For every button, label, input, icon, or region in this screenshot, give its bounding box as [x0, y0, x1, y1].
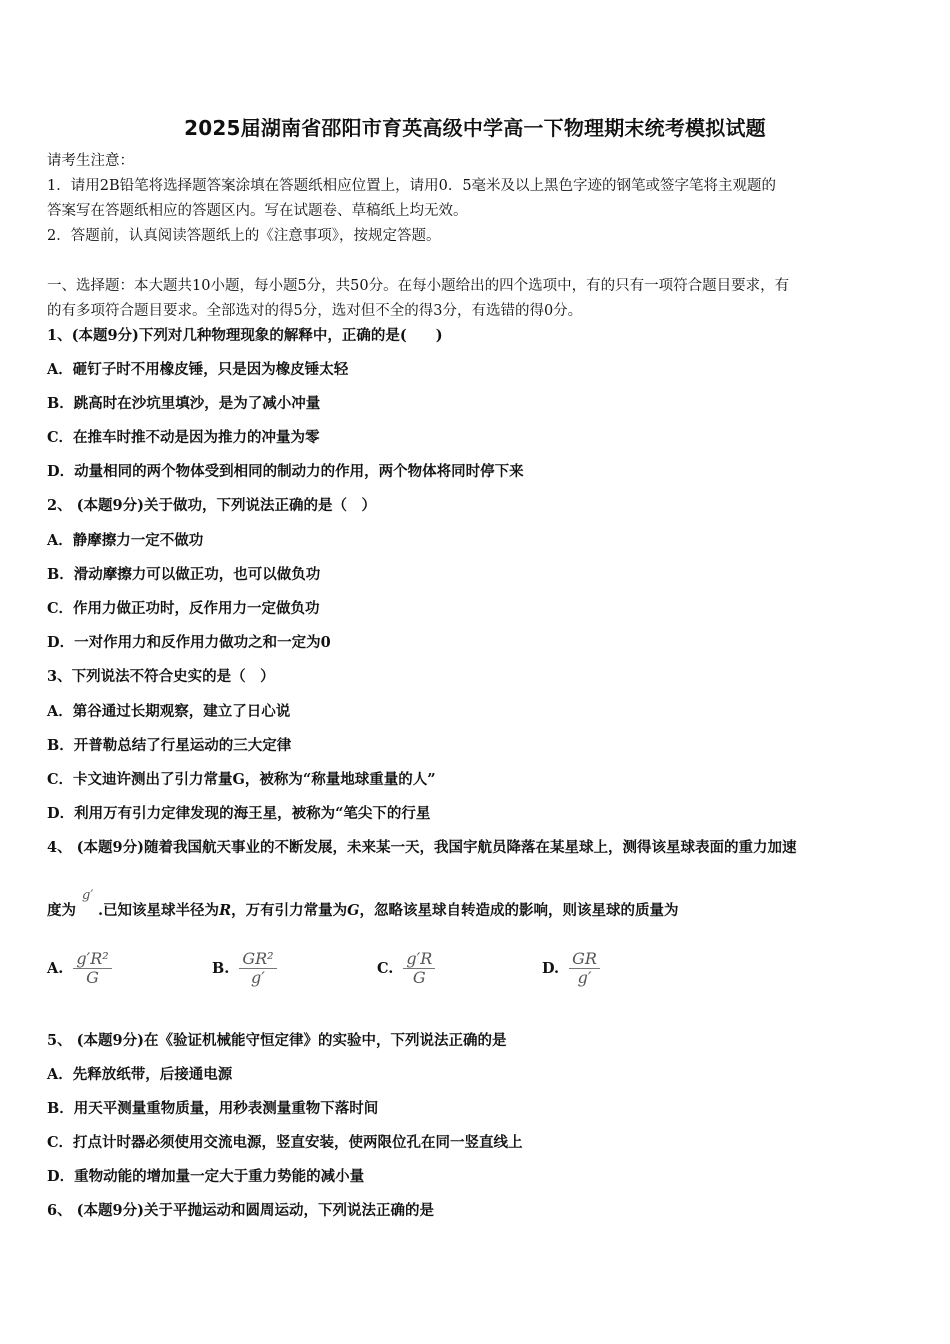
fraction: [73, 950, 111, 987]
section-intro-line-2: 的有多项符合题目要求。全部选对的得5分，选对但不全的得3分，有选错的得0分。: [47, 303, 583, 319]
q4-text-d: ，忽略该星球自转造成的影响，则该星球的质量为: [359, 902, 679, 919]
option-label: A.: [47, 960, 64, 977]
question-1-stem: 1、(本题9分)下列对几种物理现象的解释中，正确的是( ): [47, 327, 443, 344]
option-label: D.: [542, 960, 560, 977]
question-5-stem: 5、 (本题9分)在《验证机械能守恒定律》的实验中，下列说法正确的是: [47, 1032, 507, 1049]
denominator: g′: [577, 968, 592, 987]
q4-text-c: ，万有引力常量为: [231, 902, 348, 919]
q4-text-a: 度为: [47, 902, 76, 919]
question-4-option-b: [212, 950, 277, 987]
question-2-option-a: A．静摩擦力一定不做功: [47, 532, 204, 549]
section-intro-line-1: 一、选择题：本大题共10小题，每小题5分，共50分。在每小题给出的四个选项中，有的只有一项符合题目要求，有: [47, 278, 790, 294]
notice-line-2: 答案写在答题纸相应的答题区内。写在试题卷、草稿纸上均无效。: [47, 203, 468, 219]
fraction: [403, 950, 435, 987]
question-1-option-c: C．在推车时推不动是因为推力的冲量为零: [47, 429, 320, 446]
question-2-option-c: C．作用力做正功时，反作用力一定做负功: [47, 600, 320, 617]
question-3-option-c: C．卡文迪许测出了引力常量G，被称为“称量地球重量的人”: [47, 771, 436, 788]
question-4-option-d: [542, 950, 600, 987]
question-1-option-b: B．跳高时在沙坑里填沙，是为了减小冲量: [47, 395, 321, 412]
numerator: g′R: [403, 950, 435, 969]
question-1-option-d: D．动量相同的两个物体受到相同的制动力的作用，两个物体将同时停下来: [47, 463, 524, 480]
notice-line-3: 2．答题前，认真阅读答题纸上的《注意事项》，按规定答题。: [47, 228, 441, 244]
q4-text-b: .已知该星球半径为: [98, 902, 220, 919]
denominator: G: [86, 968, 99, 987]
page-title: 2025届湖南省邵阳市育英高级中学高一下物理期末统考模拟试题: [184, 116, 766, 140]
question-3-option-a: A．第谷通过长期观察，建立了日心说: [47, 703, 291, 720]
question-4-stem-line-2: [47, 902, 679, 920]
gravity-symbol-g-prime: g′: [82, 888, 94, 903]
option-label: B.: [212, 960, 230, 977]
question-5-option-b: B．用天平测量重物质量，用秒表测量重物下落时间: [47, 1100, 379, 1117]
denominator: G: [412, 968, 426, 987]
question-2-stem: 2、 (本题9分)关于做功，下列说法正确的是（ ）: [47, 497, 376, 514]
denominator: g′: [251, 968, 265, 987]
question-3-option-d: D．利用万有引力定律发现的海王星，被称为“笔尖下的行星: [47, 805, 431, 822]
question-1-option-a: A．砸钉子时不用橡皮锤，只是因为橡皮锤太轻: [47, 361, 349, 378]
question-5-option-c: C．打点计时器必须使用交流电源，竖直安装，使两限位孔在同一竖直线上: [47, 1134, 523, 1151]
question-5-option-d: D．重物动能的增加量一定大于重力势能的减小量: [47, 1168, 365, 1185]
fraction: [239, 950, 276, 987]
q4-radius-symbol: R: [219, 902, 232, 919]
question-2-option-b: B．滑动摩擦力可以做正功，也可以做负功: [47, 566, 321, 583]
question-5-option-a: A．先释放纸带，后接通电源: [47, 1066, 233, 1083]
question-4-option-c: [377, 950, 435, 987]
question-3-option-b: B．开普勒总结了行星运动的三大定律: [47, 737, 292, 754]
question-3-stem: 3、下列说法不符合史实的是（ ）: [47, 668, 275, 685]
option-label: C.: [377, 960, 394, 977]
numerator: GR²: [239, 950, 276, 969]
fraction: [569, 950, 600, 987]
question-4-option-a: [47, 950, 112, 987]
numerator: g′R²: [73, 950, 111, 969]
question-6-stem: 6、 (本题9分)关于平抛运动和圆周运动，下列说法正确的是: [47, 1202, 434, 1219]
q4-gravity-constant-symbol: G: [347, 902, 360, 919]
question-2-option-d: D．一对作用力和反作用力做功之和一定为0: [47, 634, 331, 651]
question-4-stem-line-1: 4、 (本题9分)随着我国航天事业的不断发展，未来某一天，我国宇航员降落在某星球上，测得该星球表面的重力加速: [47, 839, 797, 856]
numerator: GR: [569, 950, 600, 969]
notice-line-1: 1．请用2B铅笔将选择题答案涂填在答题纸相应位置上，请用0．5毫米及以上黑色字迹的钢笔或签字笔将主观题的: [47, 178, 777, 194]
notice-heading: 请考生注意：: [47, 153, 134, 169]
